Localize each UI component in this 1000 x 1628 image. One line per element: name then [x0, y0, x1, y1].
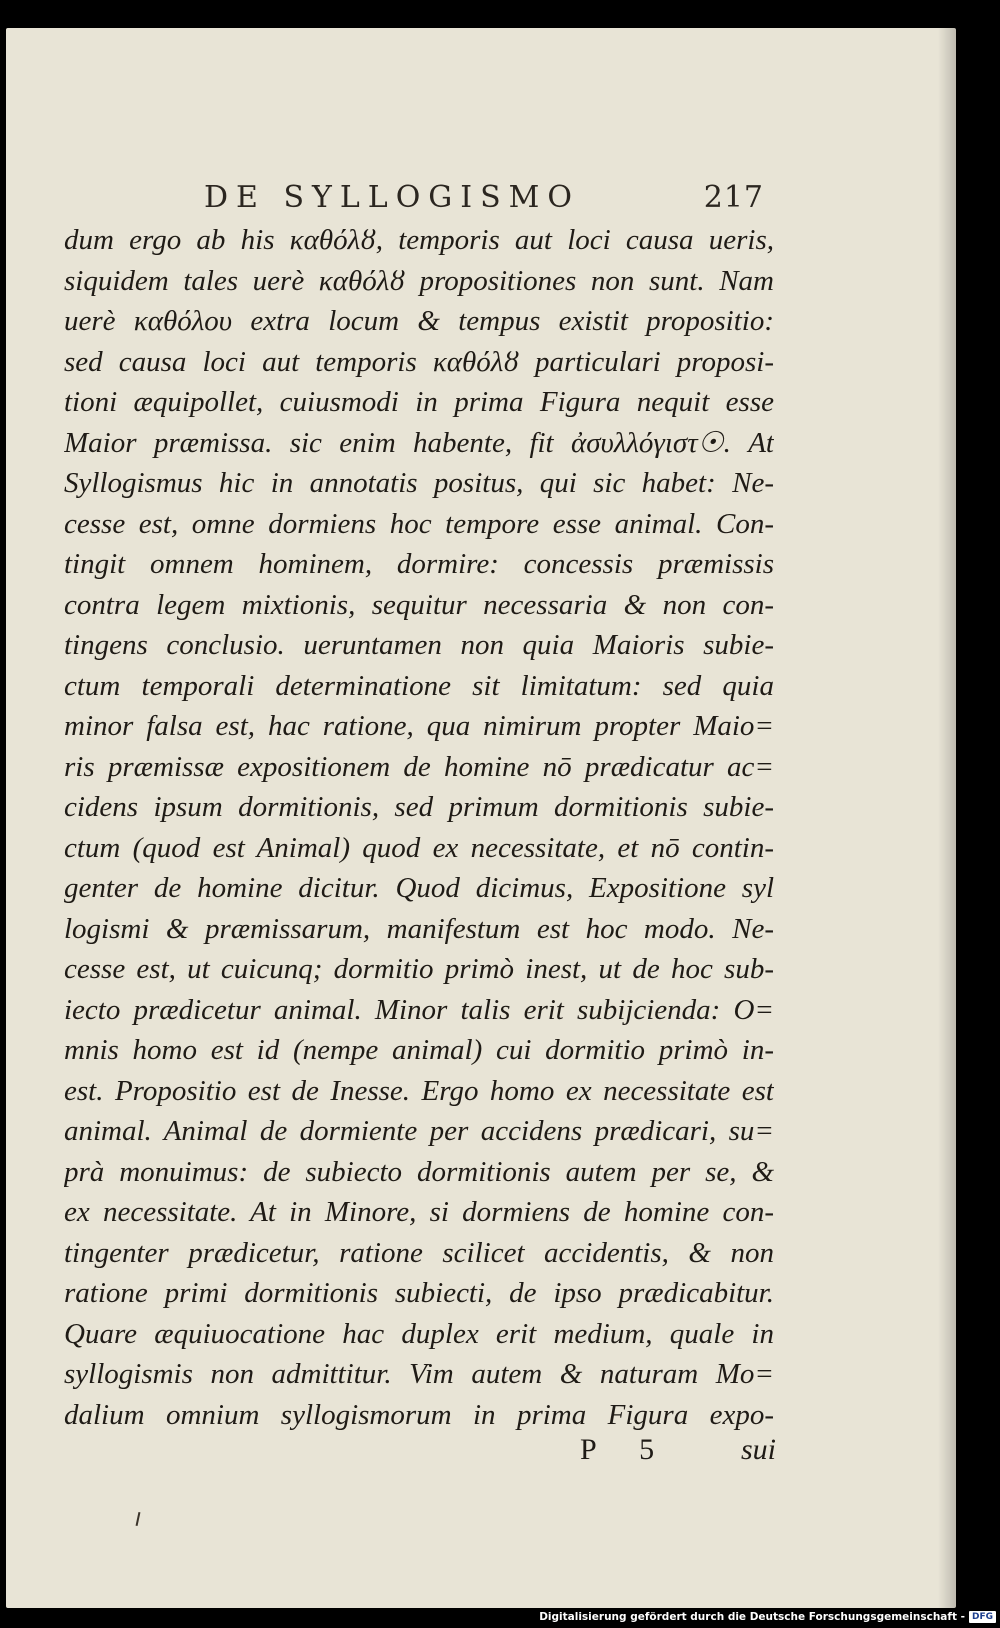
- running-title: DE SYLLOGISMO: [204, 180, 580, 215]
- dfg-logo-icon: DFG: [969, 1611, 996, 1623]
- text-line: Quare æquiuocatione hac duplex erit medium, quale in: [64, 1317, 774, 1350]
- text-line: Maior præmissa. sic enim habente, fit ἀσυλλόγιστ☉. At: [64, 426, 774, 459]
- text-line: sed causa loci aut temporis καθόλȣ particulari proposi-: [64, 345, 774, 378]
- text-line: genter de homine dicitur. Quod dicimus, Expositione syl: [64, 872, 774, 904]
- text-line: tingenter prædicetur, ratione scilicet accidentis, & non: [64, 1236, 774, 1269]
- text-line: ctum (quod est Animal) quod ex necessitate, et nō contin-: [64, 831, 774, 864]
- text-line: contra legem mixtionis, sequitur necessaria & non con-: [64, 588, 774, 621]
- text-line: cesse est, ut cuicunq; dormitio primò inest, ut de hoc sub-: [64, 953, 774, 985]
- text-line: iecto prædicetur animal. Minor talis erit subijcienda: O=: [64, 993, 774, 1026]
- text-line: animal. Animal de dormiente per accidens prædicari, su=: [64, 1115, 774, 1147]
- text-line: minor falsa est, hac ratione, qua nimirum propter Maio=: [64, 710, 774, 742]
- page-number: 217: [703, 180, 764, 215]
- funding-notice-text: Digitalisierung gefördert durch die Deutsche Forschungsgemeinschaft -: [539, 1611, 965, 1623]
- text-line: siquidem tales uerè καθόλȣ propositiones non sunt. Nam: [64, 264, 774, 297]
- text-line: prà monuimus: de subiecto dormitionis autem per se, &: [64, 1155, 774, 1188]
- text-line: mnis homo est id (nempe animal) cui dormitio primò in-: [64, 1034, 774, 1066]
- text-line: tingit omnem hominem, dormire: concessis præmissis: [64, 548, 774, 580]
- book-page: [6, 28, 956, 1608]
- text-line: tioni æquipollet, cuiusmodi in prima Figura nequit esse: [64, 386, 774, 418]
- text-line: cesse est, omne dormiens hoc tempore esse animal. Con-: [64, 507, 774, 540]
- text-line: est. Propositio est de Inesse. Ergo homo ex necessitate est: [64, 1074, 774, 1107]
- catchword: sui: [740, 1433, 776, 1466]
- text-line: ratione primi dormitionis subiecti, de ipso prædicabitur.: [64, 1277, 774, 1309]
- text-line: syllogismis non admittitur. Vim autem & naturam Mo=: [64, 1358, 774, 1390]
- text-line: cidens ipsum dormitionis, sed primum dormitionis subie-: [64, 791, 774, 823]
- running-head: [204, 180, 764, 220]
- text-line: dum ergo ab his καθόλȣ, temporis aut loci causa ueris,: [64, 224, 774, 256]
- text-line: logismi & præmissarum, manifestum est hoc modo. Ne-: [64, 912, 774, 945]
- text-line: ctum temporali determinatione sit limitatum: sed quia: [64, 669, 774, 702]
- body-text: [64, 220, 774, 1435]
- page-footer: [576, 1433, 776, 1473]
- page-edge-shadow: [938, 28, 956, 1608]
- signature-mark: P 5: [580, 1433, 673, 1466]
- funding-notice: [539, 1609, 996, 1625]
- text-line: dalium omnium syllogismorum in prima Figura expo-: [64, 1398, 774, 1431]
- text-line: Syllogismus hic in annotatis positus, qui sic habet: Ne-: [64, 467, 774, 499]
- text-line: uerè καθόλου extra locum & tempus existit propositio:: [64, 305, 774, 337]
- text-line: ris præmissæ expositionem de homine nō prædicatur ac=: [64, 750, 774, 783]
- text-line: ex necessitate. At in Minore, si dormiens de homine con-: [64, 1196, 774, 1228]
- text-line: tingens conclusio. ueruntamen non quia Maioris subie-: [64, 629, 774, 661]
